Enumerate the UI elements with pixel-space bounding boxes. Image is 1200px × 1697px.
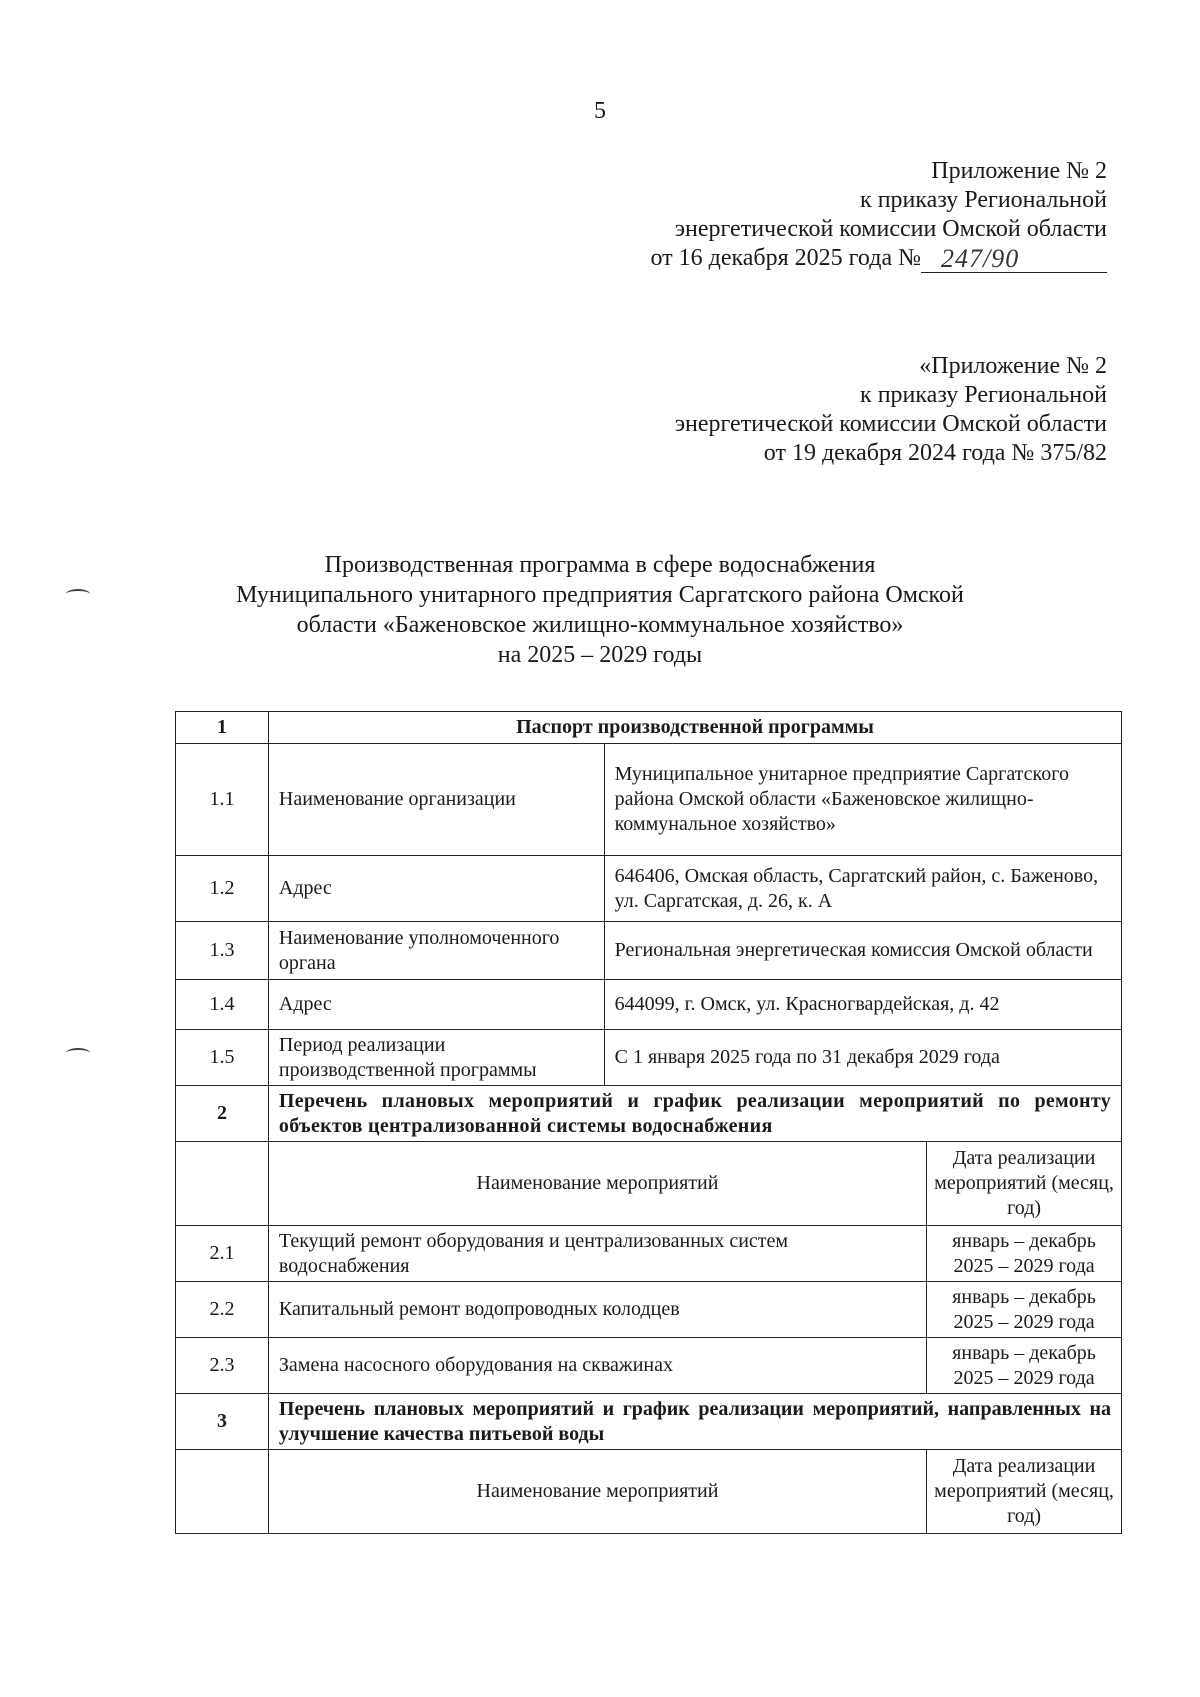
appendix-header-current <box>650 157 1107 273</box>
title-line: Муниципального унитарного предприятия Саргатского района Омской <box>236 582 964 608</box>
row-date: январь – декабрь 2025 – 2029 года <box>927 1226 1122 1282</box>
title-line: Производственная программа в сфере водоснабжения <box>324 552 876 578</box>
appendix-date-line <box>650 244 1107 273</box>
row-name: Текущий ремонт оборудования и централизованных систем водоснабжения <box>268 1226 926 1282</box>
section-number: 1 <box>176 712 269 744</box>
appendix-line: Приложение № 2 <box>931 158 1107 184</box>
table-row <box>176 1282 1122 1338</box>
row-name: Капитальный ремонт водопроводных колодцев <box>268 1282 926 1338</box>
column-header-row <box>176 1142 1122 1226</box>
row-label: Наименование уполномоченного органа <box>268 922 604 980</box>
section-number: 3 <box>176 1394 269 1450</box>
section-number: 2 <box>176 1086 269 1142</box>
appendix-line: энергетической комиссии Омской области <box>674 411 1107 437</box>
row-number: 2.3 <box>176 1338 269 1394</box>
handwritten-order-number: 247/90 <box>941 244 1020 273</box>
table-row <box>176 856 1122 922</box>
section-header-row <box>176 1086 1122 1142</box>
row-label: Период реализации производственной программы <box>268 1030 604 1086</box>
row-value: С 1 января 2025 года по 31 декабря 2029 года <box>604 1030 1121 1086</box>
column-header-name: Наименование мероприятий <box>268 1450 926 1534</box>
row-value: 646406, Омская область, Саргатский район, с. Баженово, ул. Саргатская, д. 26, к. А <box>604 856 1121 922</box>
row-number: 1.3 <box>176 922 269 980</box>
appendix-line: к приказу Региональной <box>860 382 1107 408</box>
order-number-field <box>921 246 1107 273</box>
table-row <box>176 1030 1122 1086</box>
margin-mark <box>66 589 90 599</box>
title-line: на 2025 – 2029 годы <box>497 642 703 668</box>
row-label: Адрес <box>268 856 604 922</box>
appendix-line: от 19 декабря 2024 года № 375/82 <box>763 440 1107 466</box>
row-value: 644099, г. Омск, ул. Красногвардейская, д. 42 <box>604 980 1121 1030</box>
table-row <box>176 744 1122 856</box>
empty-cell <box>176 1450 269 1534</box>
table-row <box>176 980 1122 1030</box>
section-title: Перечень плановых мероприятий и график реализации мероприятий по ремонту объектов централизованной системы водоснабжения <box>268 1086 1121 1142</box>
row-label: Наименование организации <box>268 744 604 856</box>
empty-cell <box>176 1142 269 1226</box>
production-program-table <box>175 711 1122 1534</box>
appendix-line: энергетической комиссии Омской области <box>674 216 1107 242</box>
table-row <box>176 922 1122 980</box>
row-number: 1.5 <box>176 1030 269 1086</box>
row-number: 2.1 <box>176 1226 269 1282</box>
page-number: 5 <box>594 98 606 124</box>
column-header-date: Дата реализации мероприятий (месяц, год) <box>927 1450 1122 1534</box>
margin-mark <box>66 1048 90 1058</box>
appendix-line: «Приложение № 2 <box>919 353 1107 379</box>
row-value: Региональная энергетическая комиссия Омской области <box>604 922 1121 980</box>
row-name: Замена насосного оборудования на скважинах <box>268 1338 926 1394</box>
title-line: области «Баженовское жилищно-коммунальное хозяйство» <box>296 612 904 638</box>
appendix-header-previous <box>675 352 1107 468</box>
row-date: январь – декабрь 2025 – 2029 года <box>927 1282 1122 1338</box>
table-row <box>176 1226 1122 1282</box>
section-header-row <box>176 712 1122 744</box>
table-row <box>176 1338 1122 1394</box>
row-value: Муниципальное унитарное предприятие Саргатского района Омской области «Баженовское жилищно-коммунальное хозяйство» <box>604 744 1121 856</box>
column-header-date: Дата реализации мероприятий (месяц, год) <box>927 1142 1122 1226</box>
column-header-row <box>176 1450 1122 1534</box>
row-number: 2.2 <box>176 1282 269 1338</box>
row-number: 1.1 <box>176 744 269 856</box>
section-title: Перечень плановых мероприятий и график реализации мероприятий, направленных на улучшение качества питьевой воды <box>268 1394 1121 1450</box>
section-title: Паспорт производственной программы <box>268 712 1121 744</box>
row-number: 1.4 <box>176 980 269 1030</box>
document-title <box>150 550 1050 670</box>
section-header-row <box>176 1394 1122 1450</box>
row-label: Адрес <box>268 980 604 1030</box>
row-number: 1.2 <box>176 856 269 922</box>
column-header-name: Наименование мероприятий <box>268 1142 926 1226</box>
appendix-date-text: от 16 декабря 2025 года № <box>650 245 921 271</box>
appendix-line: к приказу Региональной <box>860 187 1107 213</box>
row-date: январь – декабрь 2025 – 2029 года <box>927 1338 1122 1394</box>
